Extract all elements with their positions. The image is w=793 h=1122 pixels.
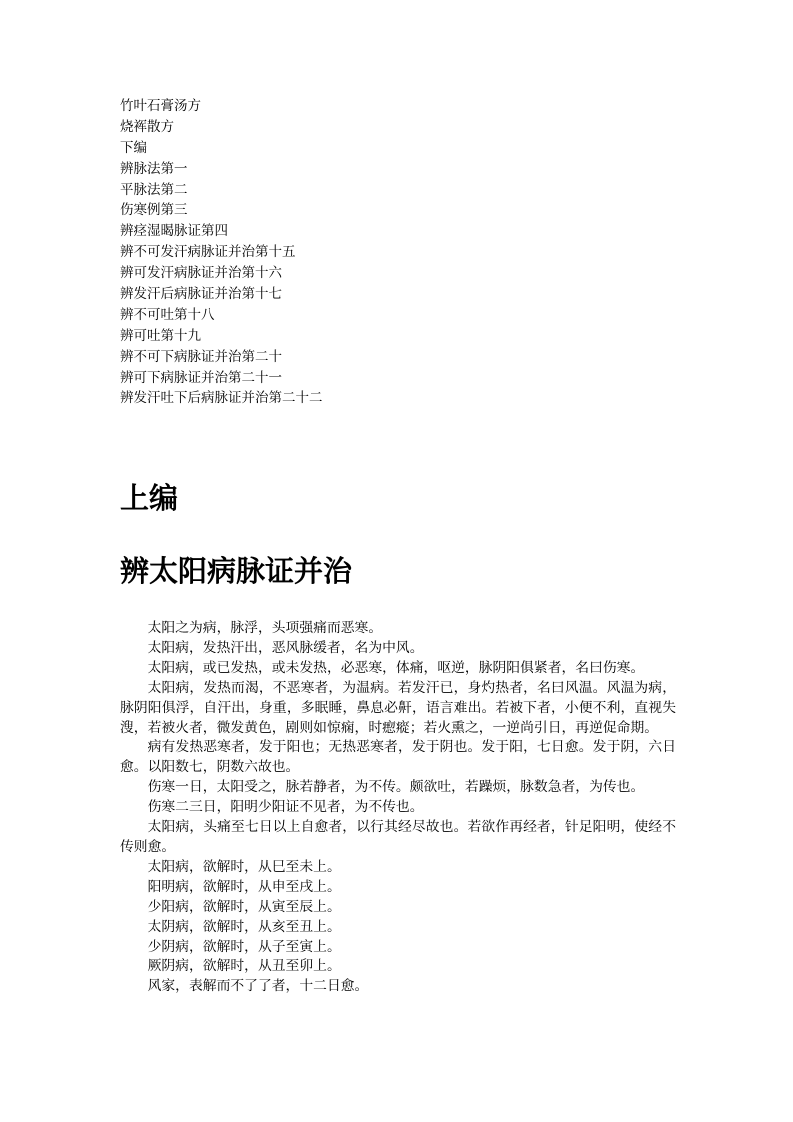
paragraph: 太阳之为病，脉浮，头项强痛而恶寒。 bbox=[147, 620, 383, 636]
paragraph: 病有发热恶寒者，发于阳也；无热恶寒者，发于阴也。发于阳，七日愈。发于阴，六日愈。以阳数七，阴数六故也。 bbox=[120, 739, 676, 776]
toc-entry: 辨不可下病脉证并治第二十 bbox=[120, 348, 282, 365]
toc-entry: 竹叶石膏汤方 bbox=[120, 98, 201, 114]
paragraph: 太阳病，发热而渴，不恶寒者，为温病。若发汗已，身灼热者，名曰风温。风温为病，脉阴阳俱浮，自汗出，身重，多眠睡，鼻息必鼾，语言难出。若被下者，小便不利，直视失溲，若被火者，微发黄色，剧则如惊痫，时瘛瘲；若火熏之，一逆尚引日，再逆促命期。 bbox=[120, 679, 676, 736]
toc-entry: 辨可吐第十九 bbox=[120, 327, 201, 344]
paragraph: 太阴病，欲解时，从亥至丑上。 bbox=[147, 918, 341, 935]
paragraph: 风家，表解而不了了者，十二日愈。 bbox=[147, 978, 369, 995]
chapter-heading: 辨太阳病脉证并治 bbox=[120, 554, 353, 588]
part-heading: 上编 bbox=[120, 481, 179, 515]
toc-entry: 辨脉法第一 bbox=[120, 160, 188, 177]
table-of-contents bbox=[120, 96, 323, 409]
toc-entry: 辨发汗吐下后病脉证并治第二十二 bbox=[120, 390, 323, 407]
paragraph: 少阴病，欲解时，从子至寅上。 bbox=[147, 938, 341, 955]
paragraph: 太阳病，发热汗出，恶风脉缓者，名为中风。 bbox=[147, 639, 424, 656]
paragraph: 太阳病，头痛至七日以上自愈者，以行其经尽故也。若欲作再经者，针足阳明，使经不传则愈。 bbox=[120, 819, 676, 855]
toc-entry: 辨发汗后病脉证并治第十七 bbox=[120, 286, 282, 303]
toc-entry: 烧裈散方 bbox=[120, 118, 174, 135]
toc-entry: 下编 bbox=[120, 139, 147, 156]
toc-entry: 辨可下病脉证并治第二十一 bbox=[120, 369, 282, 386]
toc-entry: 辨可发汗病脉证并治第十六 bbox=[120, 265, 282, 282]
toc-entry: 平脉法第二 bbox=[120, 181, 188, 198]
chapter-body bbox=[120, 619, 676, 997]
paragraph: 厥阴病，欲解时，从丑至卯上。 bbox=[147, 958, 341, 975]
paragraph: 伤寒二三日，阳明少阳证不见者，为不传也。 bbox=[147, 799, 424, 816]
paragraph: 阳明病，欲解时，从申至戌上。 bbox=[147, 878, 341, 895]
toc-entry: 伤寒例第三 bbox=[120, 202, 188, 219]
paragraph: 太阳病，或已发热，或未发热，必恶寒，体痛，呕逆，脉阴阳俱紧者，名曰伤寒。 bbox=[147, 659, 645, 676]
toc-entry: 辨痉湿暍脉证第四 bbox=[120, 223, 228, 240]
toc-entry: 辨不可吐第十八 bbox=[120, 306, 215, 323]
toc-entry: 辨不可发汗病脉证并治第十五 bbox=[120, 244, 296, 261]
paragraph: 少阳病，欲解时，从寅至辰上。 bbox=[147, 898, 341, 915]
paragraph: 伤寒一日，太阳受之，脉若静者，为不传。颇欲吐，若躁烦，脉数急者，为传也。 bbox=[147, 779, 645, 796]
paragraph: 太阳病，欲解时，从巳至未上。 bbox=[147, 858, 341, 875]
